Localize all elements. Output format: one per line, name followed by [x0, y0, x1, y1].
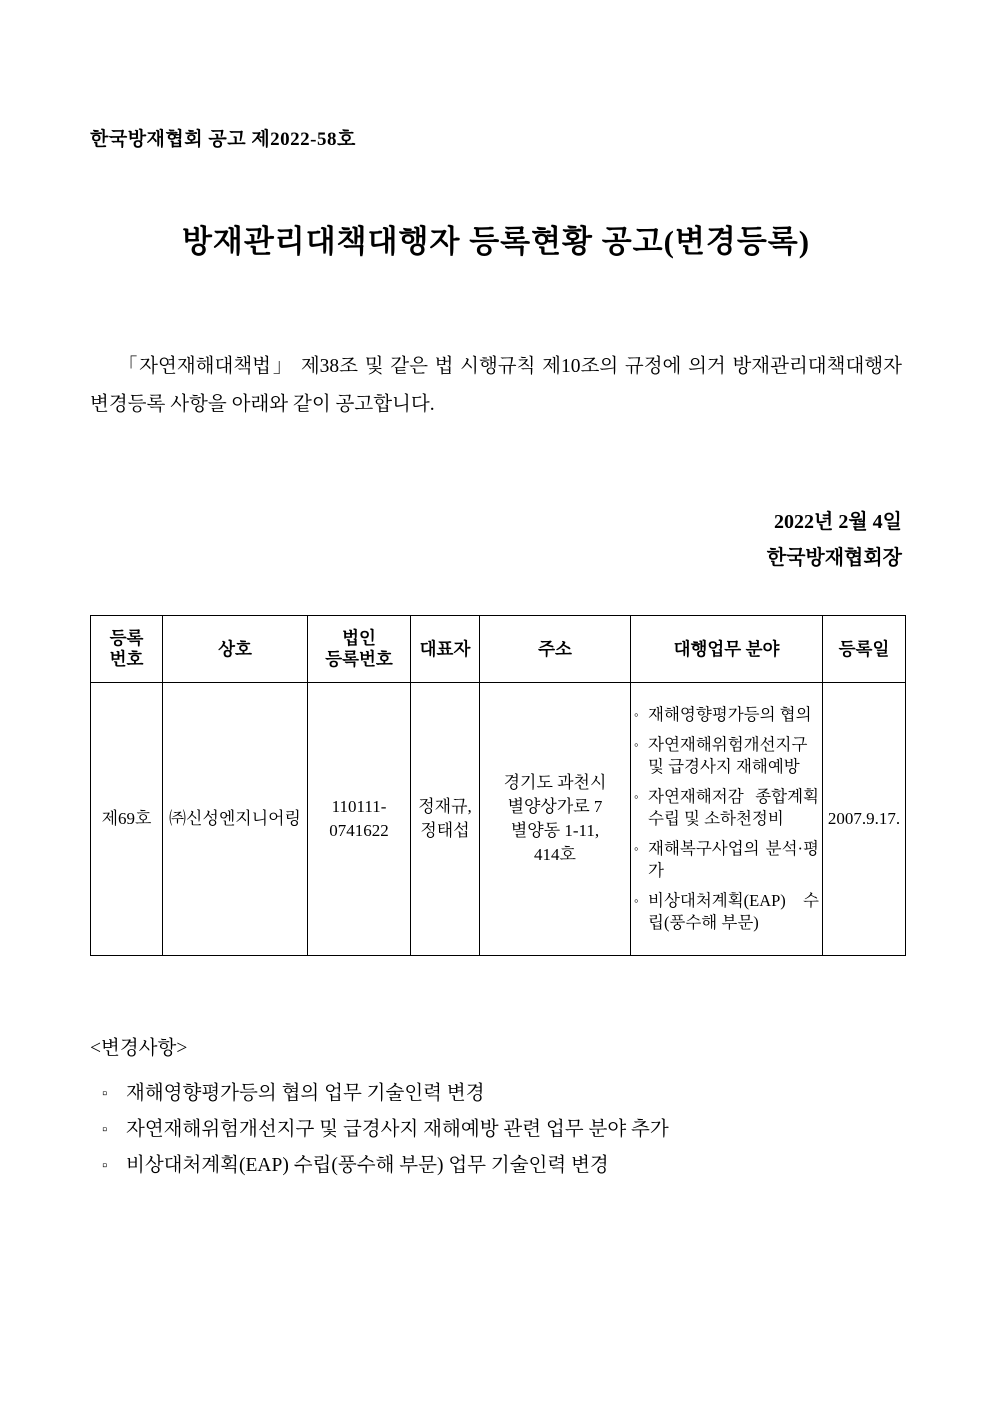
field-list-item: ◦ 비상대처계획(EAP) 수립(풍수해 부문)	[634, 890, 819, 934]
announcement-date: 2022년 2월 4일	[774, 511, 902, 533]
table-body	[91, 683, 906, 956]
paragraph-text: 「자연재해대책법」 제38조 및 같은 법 시행규칙 제10조의 규정에 의거 방재관리대책대행자 변경등록 사항을 아래와 같이 공고합니다.	[90, 356, 902, 415]
changes-list-item: ▫ 비상대처계획(EAP) 수립(풍수해 부문) 업무 기술인력 변경	[90, 1148, 910, 1184]
header-notice-number: 한국방재협회 공고 제2022-58호	[90, 129, 356, 150]
field-list-item: ◦ 재해복구사업의 분석·평가	[634, 838, 819, 882]
cell-corp-no-line2: 0741622	[329, 821, 389, 840]
col-header-reg-no-line1: 등록	[109, 628, 144, 648]
col-header-ceo: 대표자	[411, 616, 480, 683]
col-header-corp-no-line2: 등록번호	[325, 649, 393, 669]
cell-corp-no	[308, 683, 411, 956]
field-list	[634, 704, 819, 934]
changes-list-item: ▫ 재해영향평가등의 협의 업무 기술인력 변경	[90, 1076, 910, 1112]
field-list-item: ◦ 재해영향평가등의 협의	[634, 704, 819, 726]
table-header-row	[91, 616, 906, 683]
cell-reg-no: 제69호	[91, 683, 163, 956]
signer-name: 한국방재협회장	[766, 547, 902, 569]
cell-reg-date: 2007.9.17.	[823, 683, 906, 956]
col-header-reg-no	[91, 616, 163, 683]
col-header-fields: 대행업무 분야	[631, 616, 823, 683]
cell-address-line3: 별양동 1-11,	[510, 821, 600, 840]
cell-corp-no-line1: 110111-	[331, 797, 387, 816]
cell-address-line2: 별양상가로 7	[507, 797, 603, 816]
col-header-corp-no	[308, 616, 411, 683]
table-header	[91, 616, 906, 683]
cell-fields	[631, 683, 823, 956]
page-title: 방재관리대책대행자 등록현황 공고(변경등록)	[181, 224, 811, 259]
cell-ceo-line2: 정태섭	[420, 821, 470, 840]
changes-list-item: ▫ 자연재해위험개선지구 및 급경사지 재해예방 관련 업무 분야 추가	[90, 1112, 910, 1148]
registration-table-wrapper	[90, 615, 905, 956]
col-header-company: 상호	[163, 616, 308, 683]
col-header-reg-date: 등록일	[823, 616, 906, 683]
col-header-address: 주소	[480, 616, 631, 683]
field-list-item: ◦ 자연재해위험개선지구 및 급경사지 재해예방	[634, 734, 819, 778]
cell-address-line4: 414호	[534, 845, 576, 864]
changes-list	[90, 1076, 910, 1184]
registration-table	[90, 615, 906, 956]
changes-title: <변경사항>	[90, 1038, 188, 1059]
signature-block	[767, 504, 902, 576]
cell-company: ㈜신성엔지니어링	[163, 683, 308, 956]
cell-ceo	[411, 683, 480, 956]
cell-address-line1: 경기도 과천시	[503, 773, 607, 792]
col-header-reg-no-line2: 번호	[109, 649, 144, 669]
body-paragraph	[90, 348, 902, 424]
col-header-corp-no-line1: 법인	[342, 628, 376, 648]
cell-ceo-line1: 정재규,	[418, 797, 472, 816]
changes-section	[90, 1032, 910, 1184]
table-row	[91, 683, 906, 956]
field-list-item: ◦ 자연재해저감 종합계획 수립 및 소하천정비	[634, 786, 819, 830]
cell-address	[480, 683, 631, 956]
